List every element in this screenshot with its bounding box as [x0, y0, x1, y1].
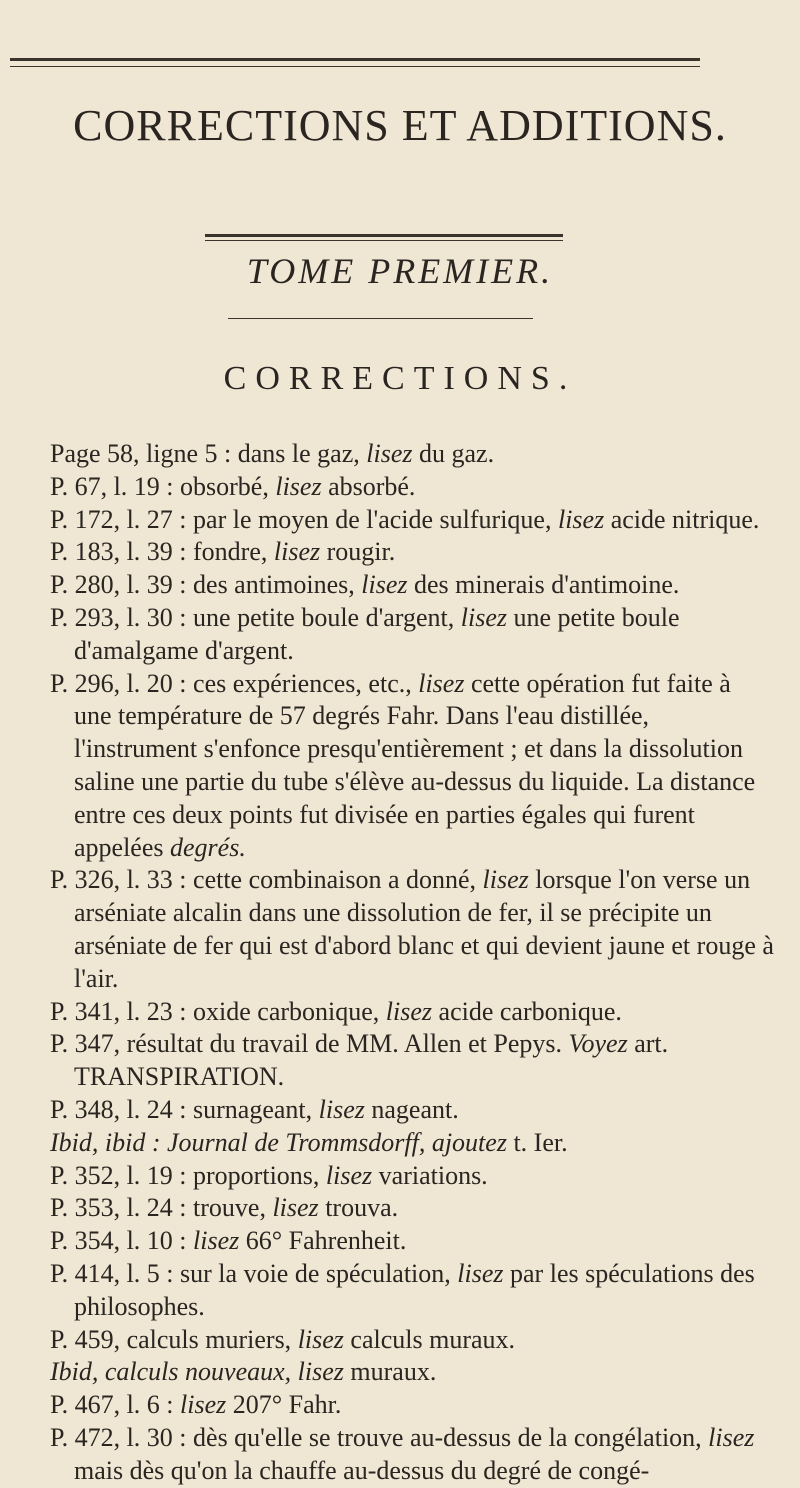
entry-directive: lisez: [379, 996, 439, 1026]
entry-correction: acide nitrique.: [610, 504, 760, 534]
entry-directive: lisez: [291, 1357, 351, 1387]
correction-entry: [50, 1028, 774, 1094]
entry-reference: P. 67, l. 19 : obsorbé,: [50, 471, 269, 501]
entry-reference: P. 326, l. 33 : cette combinaison a donné,: [50, 865, 477, 895]
correction-entry: [50, 668, 774, 865]
entry-correction: lorsque l'on verse un arséniate alcalin dans une dissolution de fer, il se précipite un arséniate de fer qui est d'abord blanc et qui devient jaune et rouge à l'air.: [74, 865, 774, 993]
entry-directive: lisez: [319, 1160, 379, 1190]
tome-underline: [228, 318, 533, 319]
entry-correction: du gaz.: [419, 439, 495, 468]
entry-directive: lisez: [701, 1422, 755, 1452]
entry-reference: P. 348, l. 24 : surnageant,: [50, 1094, 313, 1124]
correction-entry: [50, 1356, 774, 1389]
entry-correction: rougir.: [326, 537, 396, 567]
entry-directive: lisez: [265, 1193, 326, 1223]
correction-entry: [50, 504, 774, 537]
entry-correction: calculs muraux.: [350, 1324, 516, 1354]
entry-reference: Page 58, ligne 5 : dans le gaz,: [50, 439, 360, 468]
top-rule-thick: [10, 58, 700, 61]
page-title: CORRECTIONS ET ADDITIONS.: [73, 101, 727, 150]
entry-reference: P. 414, l. 5 : sur la voie de spéculation,: [50, 1258, 451, 1288]
correction-entry: [50, 438, 774, 471]
entry-reference: P. 296, l. 20 : ces expériences, etc.,: [50, 668, 412, 698]
entry-correction: variations.: [378, 1160, 488, 1190]
entry-directive: lisez: [551, 504, 611, 534]
correction-entry: [50, 1094, 774, 1127]
correction-entry: [50, 536, 774, 569]
correction-entry: [50, 1192, 774, 1225]
entry-reference: P. 183, l. 39 : fondre,: [50, 537, 268, 567]
entry-correction: art. TRANSPIRATION.: [74, 1029, 669, 1092]
correction-entry: [50, 1225, 774, 1258]
entry-directive: lisez: [354, 570, 415, 600]
correction-entry: [50, 1127, 774, 1160]
entry-correction: 207° Fahr.: [232, 1390, 342, 1420]
entry-correction: par les spéculations des philosophes.: [74, 1258, 755, 1321]
entry-reference: P. 293, l. 30 : une petite boule d'argent,: [50, 602, 455, 632]
entry-directive: lisez: [186, 1226, 246, 1256]
entry-correction: muraux.: [350, 1357, 437, 1387]
entry-directive: lisez: [312, 1094, 372, 1124]
entry-directive: lisez: [267, 537, 327, 567]
entry-reference: P. 467, l. 6 :: [50, 1390, 174, 1420]
entry-correction: 66° Fahrenheit.: [245, 1226, 407, 1256]
tome-rule-thick: [205, 234, 563, 237]
entry-directive: lisez: [291, 1324, 351, 1354]
correction-entry: [50, 602, 774, 668]
entry-directive: ajoutez: [425, 1127, 514, 1157]
entry-correction: absorbé.: [328, 471, 416, 501]
corrections-list: [50, 438, 774, 1488]
entry-correction-italic: degrés.: [163, 832, 246, 862]
entry-reference: P. 459, calculs muriers,: [50, 1324, 292, 1354]
entry-correction: nageant.: [371, 1094, 459, 1124]
entry-directive: lisez: [450, 1258, 511, 1288]
entry-directive: Voyez: [562, 1029, 635, 1059]
entry-reference: P. 347, résultat du travail de MM. Allen et Pepys.: [50, 1029, 563, 1059]
entry-directive: lisez: [359, 439, 419, 468]
entry-reference: P. 353, l. 24 : trouve,: [50, 1193, 266, 1223]
tome-heading: TOME PREMIER.: [246, 251, 554, 291]
correction-entry: [50, 471, 774, 504]
entry-directive: lisez: [476, 865, 536, 895]
entry-reference: P. 341, l. 23 : oxide carbonique,: [50, 996, 380, 1026]
entry-reference: P. 472, l. 30 : dès qu'elle se trouve au-dessus de la congélation,: [50, 1422, 702, 1452]
correction-entry: [50, 1324, 774, 1357]
entry-directive: lisez: [411, 668, 471, 698]
top-rule-thin: [10, 66, 700, 67]
correction-entry: [50, 996, 774, 1029]
correction-entry: [50, 1422, 774, 1488]
entry-correction: mais dès qu'on la chauffe au-dessus du degré de congé-: [74, 1455, 650, 1485]
entry-correction: cette opération fut faite à une température de 57 degrés Fahr. Dans l'eau distillée, l'instrument s'enfonce presqu'entièrement ; et dans la dissolution saline une partie du tube s'élève au-dessus du liquide. La distance entre ces deux points fut divisée en parties égales qui furent appelées: [74, 668, 756, 862]
entry-correction: des minerais d'antimoine.: [414, 570, 680, 600]
entry-reference: Ibid, calculs nouveaux,: [50, 1357, 292, 1387]
tome-rule-thin: [205, 240, 563, 241]
correction-entry: [50, 1258, 774, 1324]
entry-correction: une petite boule d'amalgame d'argent.: [74, 602, 680, 665]
entry-correction: acide carbonique.: [438, 996, 622, 1026]
correction-entry: [50, 1160, 774, 1193]
entry-correction: trouva.: [325, 1193, 399, 1223]
entry-directive: lisez: [454, 602, 514, 632]
entry-correction: t. Ier.: [513, 1127, 568, 1157]
entry-reference: Ibid, ibid : Journal de Trommsdorff,: [50, 1127, 426, 1157]
entry-directive: lisez: [268, 471, 329, 501]
entry-reference: P. 172, l. 27 : par le moyen de l'acide sulfurique,: [50, 504, 552, 534]
correction-entry: [50, 569, 774, 602]
entry-reference: P. 354, l. 10 :: [50, 1226, 187, 1256]
entry-reference: P. 352, l. 19 : proportions,: [50, 1160, 320, 1190]
correction-entry: [50, 864, 774, 995]
correction-entry: [50, 1389, 774, 1422]
entry-reference: P. 280, l. 39 : des antimoines,: [50, 570, 355, 600]
section-heading: CORRECTIONS.: [223, 360, 577, 397]
entry-directive: lisez: [173, 1390, 233, 1420]
